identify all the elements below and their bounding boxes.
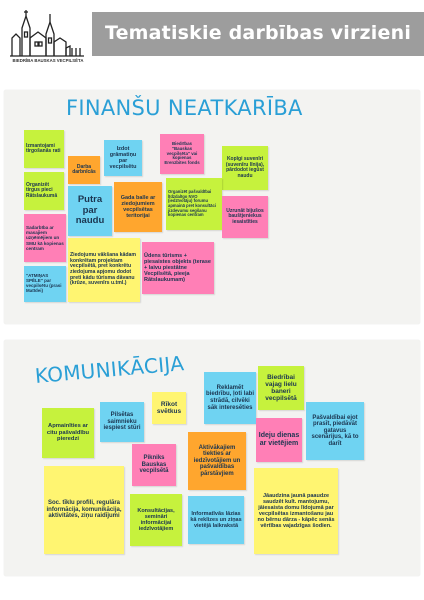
sticky-note: Izmantojami tirgošanās rati <box>24 130 64 168</box>
communication-heading: KOMUNIKĀCIJA <box>33 351 186 388</box>
sticky-note: "ATMIŅAS SPĒLE" par vecpilsētu (prasi Matīdei) <box>24 266 66 302</box>
sticky-note: Biedrībai vajag lielu baneri vecpilsētā <box>258 366 304 410</box>
logo-caption: BIEDRĪBA BAUSKAS VECPILSĒTA <box>12 58 84 63</box>
sticky-note: Putra par naudu <box>68 186 112 236</box>
sticky-note: Pašvaldībai ejot prasīt, piedāvāt gatavus scenārijus, kā to darīt <box>306 402 364 460</box>
page-header <box>0 0 424 68</box>
sticky-note: Konsultācijas, semināri informācijai iedzīvotājiem <box>130 494 182 546</box>
sticky-note: Pikniks Bauskas vecpilsētā <box>132 444 176 486</box>
title-band <box>92 12 424 56</box>
sticky-note: Kopīgi suvenīri (suvenīru līnija), pārdodot iegūst naudu <box>222 146 268 190</box>
page-title: Tematiskie darbības virzieni <box>104 22 412 44</box>
sticky-note: Rīkot svētkus <box>152 392 186 424</box>
sticky-note: Gada balle ar ziedojumiem vecpilsētas teritorijai <box>114 182 162 232</box>
sticky-note: Uzrunāt bijušos bauštjeniekus iesaistīties <box>222 196 268 238</box>
sticky-note: Ūdens tūrisms + piesaistes objekts (terase + laivu piestātne Vecpilsētā, pieeja Rātslaukumam) <box>142 242 214 294</box>
communication-whiteboard <box>4 340 420 576</box>
logo <box>8 8 88 64</box>
old-town-skyline-icon <box>8 8 88 58</box>
page-footer <box>0 584 424 600</box>
finance-whiteboard <box>4 90 420 324</box>
sticky-note: Ideju dienas ar vietējiem <box>256 418 302 462</box>
sticky-note: Pilsētas saimnieku iespiest stūri <box>100 402 144 442</box>
sticky-note: Informatīvās lāzias kā reklizes un ziņas vietējā laikrakstā <box>188 496 244 544</box>
sticky-note: Biedrības "Bauskas vecpilsēta" vai kopienas Erenzbites fonds <box>160 134 204 174</box>
finance-heading: FINANŠU NEATKARĪBA <box>66 96 303 120</box>
sticky-note: Organizēt pašvaldībai līdzdalīgo NVO (iedzīvotāju) forumu apmainā pret konsultāci jizdevumu segšanu kopienas centram <box>166 178 222 230</box>
sticky-note: Izdot grāmatiņu par vecpilsētu <box>104 140 142 176</box>
sticky-note: Reklamēt biedrību, ļoti labi strādā, cilvēki sāk interesēties <box>204 372 256 424</box>
sticky-note: Soc. tīklu profili, regulāra informācija, komunikācija, aktivitātes, ziņu raidījumi <box>44 466 124 554</box>
sticky-note: Aktivākajiem tiekties ar iedzīvotājiem un pašvaldības pārstāvjiem <box>188 432 246 490</box>
sticky-note: Ziedojumu vākšana kādam konkrētam projektam vecpilsētā, pret konkrētu ziedojuma apjomu dodot preti kādu tūrisma dāvanu (krūze, suvenīrs u.tml.) <box>68 238 140 302</box>
sticky-note: Organizēt tirgus pieci Rātslaukumā <box>24 172 64 210</box>
sticky-note: Apmainīties ar citu pašvaldību pieredzi <box>42 408 94 458</box>
sticky-note: Jāaudzina jaunā paaudze saudzēt kult. mantojumu, jāiesaista domu līdojumā par vecpilsētas izmantošanu jau no bērnu dārza - kāpēc senās vērtības vajadzīgas šodien. <box>254 468 338 554</box>
sticky-note: Sadarbība ar masajiem uzņēmējiem un SMU kā kopienas centram <box>24 214 66 262</box>
sticky-note: Darba darbnīcās <box>68 156 100 184</box>
